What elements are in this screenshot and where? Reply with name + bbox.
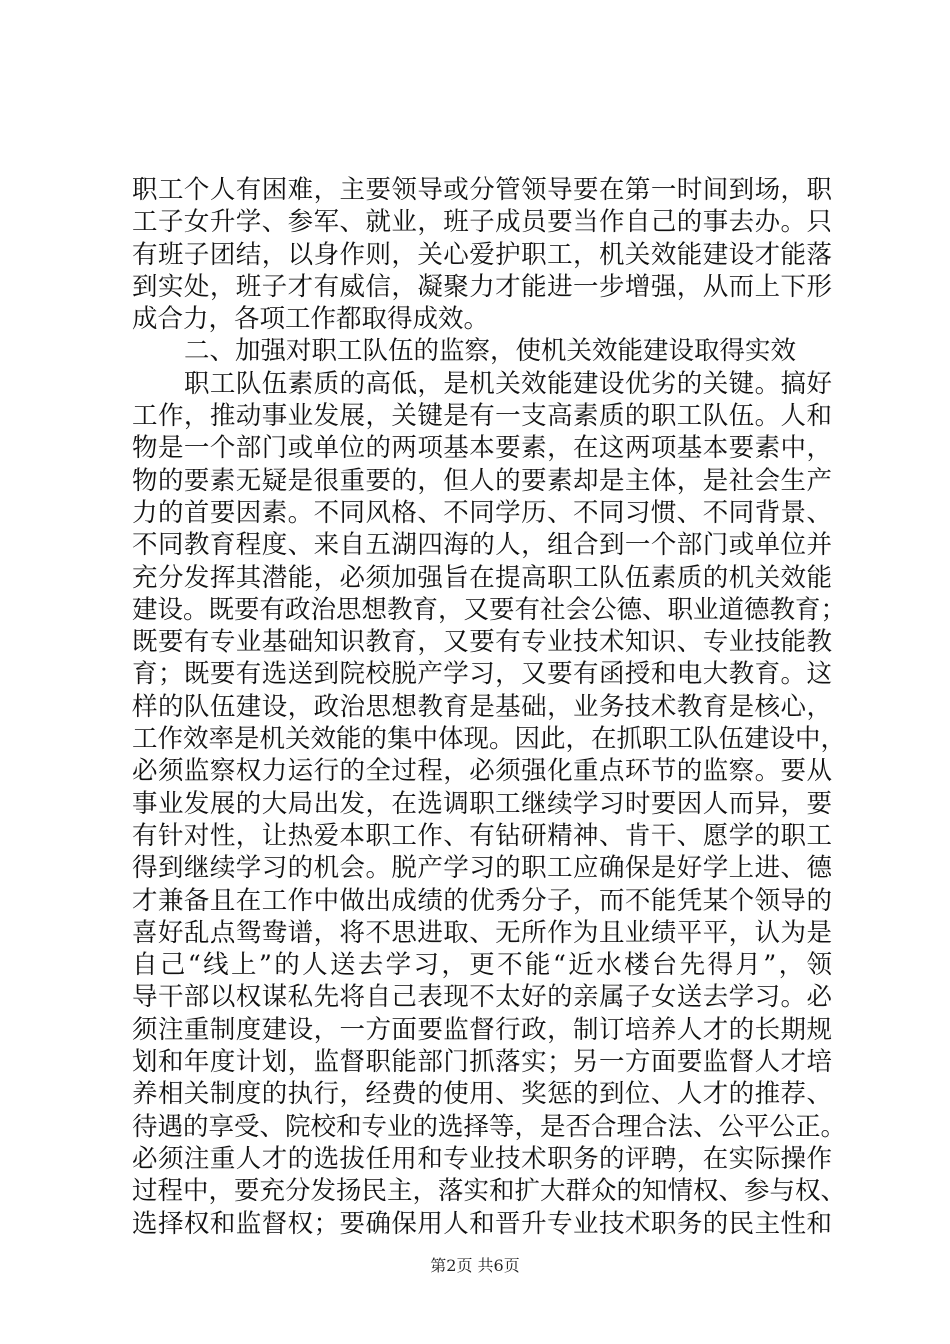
text-line: 育；既要有选送到院校脱产学习，又要有函授和电大教育。这 bbox=[132, 659, 832, 690]
text-line: 不同教育程度、来自五湖四海的人，组合到一个部门或单位并 bbox=[132, 530, 832, 561]
text-line: 职工个人有困难，主要领导或分管领导要在第一时间到场，职 bbox=[132, 175, 832, 205]
text-line: 自己“线上”的人送去学习，更不能“近水楼台先得月”，领 bbox=[132, 950, 832, 981]
section-heading: 二、加强对职工队伍的监察，使机关效能建设取得实效 bbox=[184, 336, 797, 367]
text-line: 必须注重人才的选拔任用和专业技术职务的评聘，在实际操作 bbox=[132, 1143, 832, 1174]
text-line: 工子女升学、参军、就业，班子成员要当作自己的事去办。只 bbox=[132, 207, 832, 238]
text-line: 力的首要因素。不同风格、不同学历、不同习惯、不同背景、 bbox=[132, 497, 832, 528]
text-line: 选择权和监督权；要确保用人和晋升专业技术职务的民主性和 bbox=[132, 1208, 832, 1239]
text-line: 导干部以权谋私先将自己表现不太好的亲属子女送去学习。必 bbox=[132, 982, 832, 1013]
paragraph-1 bbox=[132, 174, 832, 335]
text-line: 喜好乱点鸳鸯谱，将不思进取、无所作为且业绩平平，认为是 bbox=[132, 917, 832, 948]
text-line: 工作效率是机关效能的集中体现。因此，在抓职工队伍建设中， bbox=[132, 724, 847, 755]
text-line: 物的要素无疑是很重要的，但人的要素却是主体，是社会生产 bbox=[132, 465, 832, 496]
text-line: 须注重制度建设，一方面要监督行政，制订培养人才的长期规 bbox=[132, 1014, 832, 1045]
text-line: 样的队伍建设，政治思想教育是基础，业务技术教育是核心， bbox=[132, 691, 832, 722]
text-line: 待遇的享受、院校和专业的选择等，是否合理合法、公平公正。 bbox=[132, 1111, 847, 1142]
text-line: 才兼备且在工作中做出成绩的优秀分子，而不能凭某个领导的 bbox=[132, 885, 832, 916]
text-line: 建设。既要有政治思想教育，又要有社会公德、职业道德教育； bbox=[132, 594, 847, 625]
text-line: 既要有专业基础知识教育，又要有专业技术知识、专业技能教 bbox=[132, 627, 832, 658]
text-line: 事业发展的大局出发，在选调职工继续学习时要因人而异，要 bbox=[132, 788, 832, 819]
text-line: 充分发挥其潜能，必须加强旨在提高职工队伍素质的机关效能 bbox=[132, 562, 832, 593]
page-number-footer: 第2页 共6页 bbox=[430, 1256, 520, 1275]
document-body bbox=[132, 174, 847, 1240]
text-line: 物是一个部门或单位的两项基本要素，在这两项基本要素中， bbox=[132, 433, 832, 464]
text-line: 过程中，要充分发扬民主，落实和扩大群众的知情权、参与权、 bbox=[132, 1176, 847, 1207]
text-line: 养相关制度的执行，经费的使用、奖惩的到位、人才的推荐、 bbox=[132, 1079, 832, 1110]
text-line: 有针对性，让热爱本职工作、有钻研精神、肯干、愿学的职工 bbox=[132, 820, 832, 851]
text-line: 有班子团结，以身作则，关心爱护职工，机关效能建设才能落 bbox=[132, 239, 832, 270]
text-line: 职工队伍素质的高低，是机关效能建设优劣的关键。搞好 bbox=[184, 368, 832, 399]
text-line: 工作，推动事业发展，关键是有一支高素质的职工队伍。人和 bbox=[132, 401, 832, 432]
text-line: 划和年度计划，监督职能部门抓落实；另一方面要监督人才培 bbox=[132, 1047, 832, 1078]
text-line: 必须监察权力运行的全过程，必须强化重点环节的监察。要从 bbox=[132, 756, 832, 787]
text-line: 成合力，各项工作都取得成效。 bbox=[132, 304, 490, 335]
paragraph-2 bbox=[132, 368, 847, 1240]
text-line: 得到继续学习的机会。脱产学习的职工应确保是好学上进、德 bbox=[132, 853, 832, 884]
text-line: 到实处，班子才有威信，凝聚力才能进一步增强，从而上下形 bbox=[132, 271, 832, 302]
